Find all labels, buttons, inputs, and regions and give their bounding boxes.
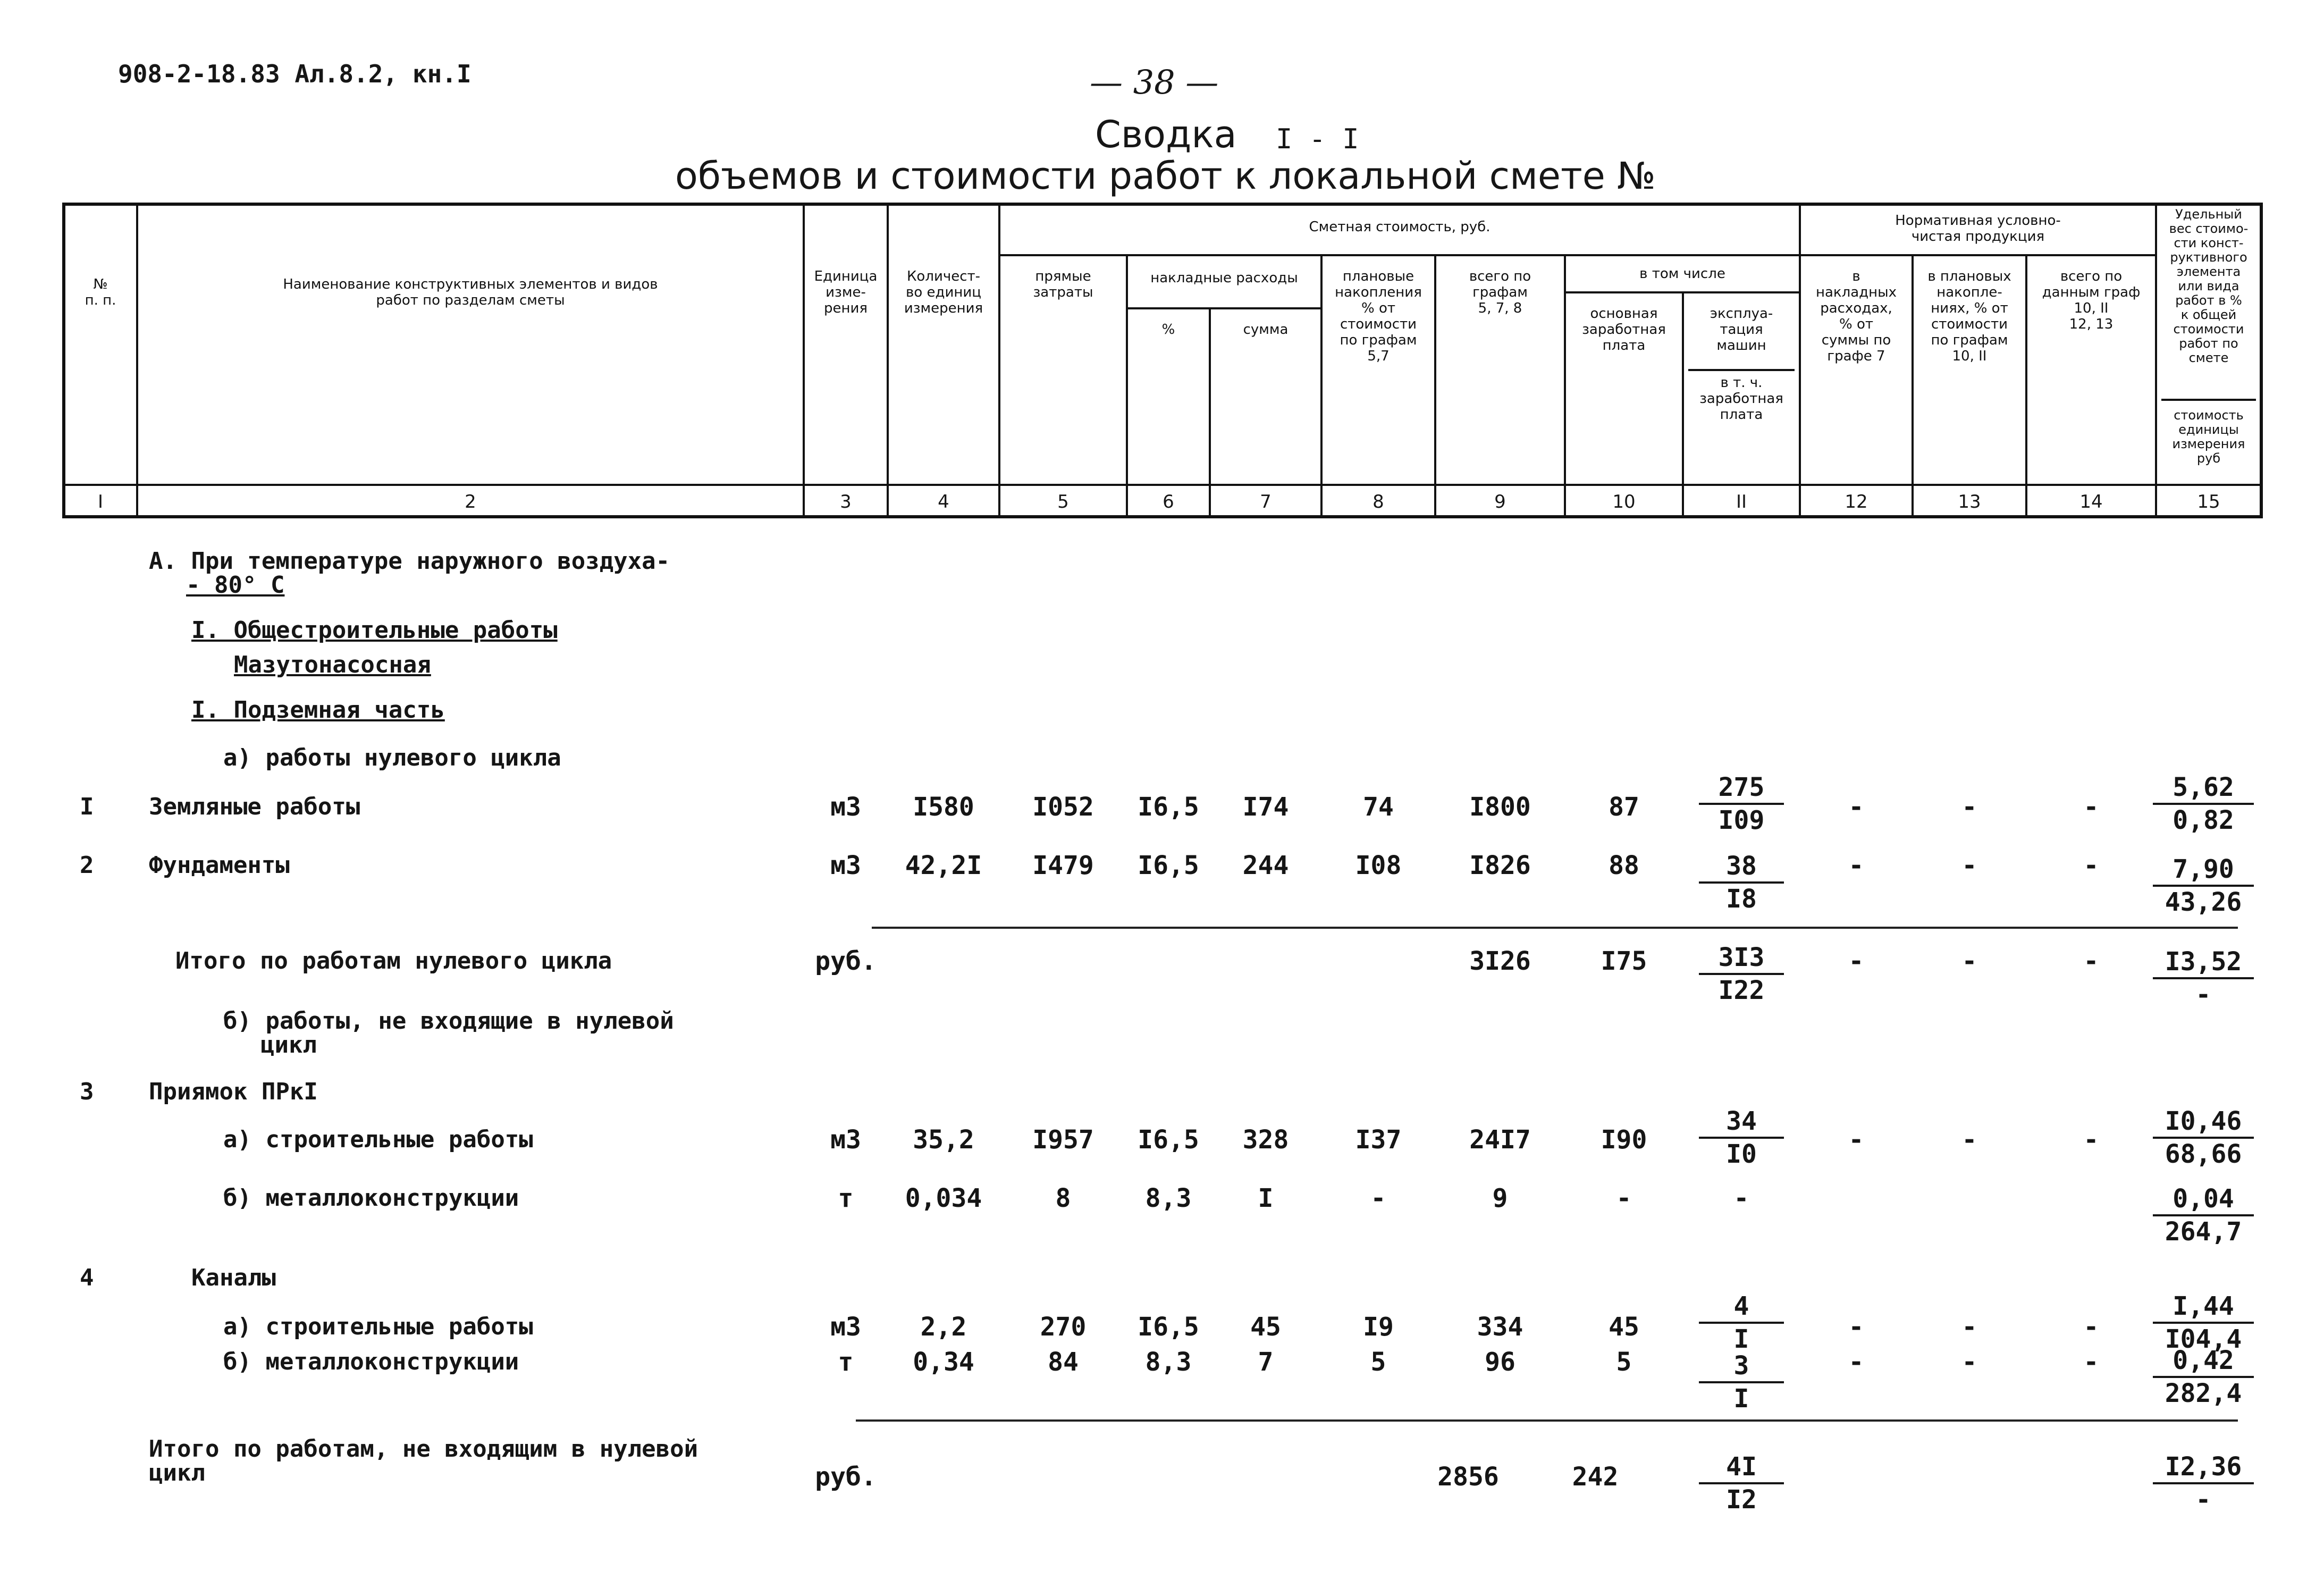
cell-overhead-sum: 244 <box>1242 851 1289 880</box>
cell-share: $\frac{I0,46}{68,66}$ <box>2153 1106 2254 1170</box>
col-number: 2 <box>465 491 476 513</box>
cell-plan: I9 <box>1363 1312 1394 1342</box>
cell-total: 2856 <box>1437 1462 1499 1492</box>
cell-share: $\frac{0,42}{282,4}$ <box>2153 1345 2254 1409</box>
cell-total: 334 <box>1477 1312 1523 1342</box>
cell-overhead-sum: 328 <box>1242 1125 1289 1155</box>
cell-qty: 2,2 <box>920 1312 967 1342</box>
cell-total: 9 <box>1492 1183 1508 1213</box>
cell-c13: - <box>1961 1312 1977 1342</box>
cell-overhead-sum: 7 <box>1258 1347 1274 1377</box>
cell-wage: - <box>1616 1183 1632 1213</box>
cell-wage: I75 <box>1601 946 1647 976</box>
header-col15b: стоимость единицы измерения руб <box>2172 408 2245 466</box>
cell-machines: $\frac{34}{I0}$ <box>1699 1106 1784 1170</box>
header-col11b: в т. ч. заработная плата <box>1699 375 1783 423</box>
cell-share: I3,52 - <box>2153 946 2254 1010</box>
section-zero-cycle: а) работы нулевого цикла <box>223 744 561 771</box>
cell-direct: 84 <box>1048 1347 1079 1377</box>
cell-machines: $\frac{38}{I8}$ <box>1699 851 1784 914</box>
title-number: I - I <box>1276 123 1359 155</box>
cell-share: $\frac{I,44}{I04,4}$ <box>2153 1291 2254 1355</box>
cell-qty: 0,34 <box>913 1347 974 1377</box>
row-name: Земляные работы <box>149 793 360 820</box>
cell-direct: 270 <box>1040 1312 1087 1342</box>
cell-pct: I6,5 <box>1138 792 1199 822</box>
cell-overhead-sum: I74 <box>1242 792 1289 822</box>
cell-unit: м3 <box>830 851 861 880</box>
cell-unit: м3 <box>830 792 861 822</box>
cell-c13: - <box>1961 851 1977 880</box>
section-general-works: I. Общестроительные работы <box>191 617 558 644</box>
col-number: 12 <box>1845 491 1868 513</box>
col-number: 6 <box>1163 491 1174 513</box>
header-group-overhead: накладные расходы <box>1150 270 1298 286</box>
cell-share: I2,36 - <box>2153 1451 2254 1515</box>
subtotal-name: Итого по работам нулевого цикла <box>175 947 612 974</box>
cell-direct: I052 <box>1032 792 1094 822</box>
cell-direct: I479 <box>1032 851 1094 880</box>
cell-direct: I957 <box>1032 1125 1094 1155</box>
cell-share: $\frac{7,90}{43,26}$ <box>2153 854 2254 918</box>
row-name: б) металлоконструкции <box>223 1348 519 1375</box>
cell-qty: 0,034 <box>905 1183 982 1213</box>
cell-overhead-sum: I <box>1258 1183 1274 1213</box>
header-col7: сумма <box>1243 322 1289 338</box>
cell-c13: - <box>1961 1347 1977 1377</box>
cell-wage: 242 <box>1572 1462 1619 1492</box>
cell-direct: 8 <box>1055 1183 1071 1213</box>
cell-machines: $\frac{275}{I09}$ <box>1699 772 1784 836</box>
cell-unit: м3 <box>830 1125 861 1155</box>
cell-unit: т <box>838 1347 854 1377</box>
cell-wage: 5 <box>1616 1347 1632 1377</box>
col-number: I <box>97 491 104 513</box>
header-col14: всего по данным граф 10, II 12, 13 <box>2042 268 2141 332</box>
section-not-zero-cycle: б) работы, не входящие в нулевой <box>223 1007 674 1035</box>
cell-c14: - <box>2083 946 2099 976</box>
cell-c14: - <box>2083 851 2099 880</box>
cell-c12: - <box>1848 1347 1864 1377</box>
cell-total: I826 <box>1469 851 1531 880</box>
cell-machines: $\frac{3I3}{I22}$ <box>1699 942 1784 1006</box>
cell-c14: - <box>2083 792 2099 822</box>
row-number: 3 <box>80 1078 94 1105</box>
cell-plan: - <box>1370 1183 1386 1213</box>
header-col10: основная заработная плата <box>1582 306 1666 354</box>
cell-c13: - <box>1961 946 1977 976</box>
header-group-norm: Нормативная условно- чистая продукция <box>1895 213 2061 245</box>
cell-share: $\frac{5,62}{0,82}$ <box>2153 772 2254 836</box>
cell-machines: - <box>1733 1183 1749 1213</box>
section-a-label: А. При температуре наружного воздуха- <box>149 548 670 575</box>
header-col13: в плановых накопле- ниях, % от стоимости по графам 10, II <box>1927 268 2011 364</box>
col-number: 13 <box>1958 491 1981 513</box>
title-line-2: объемов и стоимости работ к локальной смете № <box>675 154 1656 198</box>
cell-c12: - <box>1848 946 1864 976</box>
cell-pct: 8,3 <box>1145 1183 1192 1213</box>
cell-c14: - <box>2083 1125 2099 1155</box>
page-number: — 38 — <box>1090 63 1219 102</box>
cell-wage: 87 <box>1609 792 1639 822</box>
cell-machines: $\frac{4I}{I2}$ <box>1699 1451 1784 1515</box>
cell-unit: т <box>838 1183 854 1213</box>
cell-share: $\frac{0,04}{264,7}$ <box>2153 1183 2254 1247</box>
row-name: а) строительные работы <box>223 1126 533 1153</box>
row-name: а) строительные работы <box>223 1313 533 1340</box>
cell-c12: - <box>1848 1312 1864 1342</box>
col-number: 9 <box>1494 491 1506 513</box>
header-group-cost: Сметная стоимость, руб. <box>1309 219 1491 235</box>
col-number: 10 <box>1612 491 1636 513</box>
cell-qty: I580 <box>913 792 974 822</box>
cell-total: 24I7 <box>1469 1125 1531 1155</box>
header-col12: в накладных расходах, % от суммы по графе 7 <box>1815 268 1897 364</box>
header-col2: Наименование конструктивных элементов и видов работ по разделам сметы <box>283 276 658 308</box>
cell-c13: - <box>1961 792 1977 822</box>
cell-plan: 74 <box>1363 792 1394 822</box>
col-number: 4 <box>938 491 949 513</box>
row-number: 2 <box>80 852 94 879</box>
cell-wage: I90 <box>1601 1125 1647 1155</box>
cell-pct: 8,3 <box>1145 1347 1192 1377</box>
cell-total: 96 <box>1485 1347 1515 1377</box>
cell-c12: - <box>1848 1125 1864 1155</box>
cell-machines: $\frac{4}{I}$ <box>1699 1291 1784 1355</box>
title-line-1: Сводка <box>1095 113 1237 156</box>
col-number: II <box>1736 491 1747 513</box>
col-number: 5 <box>1057 491 1069 513</box>
section-not-zero-cycle-2: цикл <box>260 1031 317 1058</box>
cell-pct: I6,5 <box>1138 851 1199 880</box>
cell-plan: I37 <box>1355 1125 1402 1155</box>
header-group-including: в том числе <box>1639 266 1725 282</box>
header-col9: всего по графам 5, 7, 8 <box>1469 268 1531 316</box>
cell-plan: 5 <box>1370 1347 1386 1377</box>
cell-pct: I6,5 <box>1138 1125 1199 1155</box>
section-a-temp: - 80° С <box>186 572 285 599</box>
cell-qty: 42,2I <box>905 851 982 880</box>
cell-wage: 45 <box>1609 1312 1639 1342</box>
row-name: б) металлоконструкции <box>223 1184 519 1212</box>
col-number: 8 <box>1372 491 1384 513</box>
header-col8: плановые накопления % от стоимости по графам 5,7 <box>1335 268 1422 364</box>
header-col11a: эксплуа- тация машин <box>1710 306 1773 354</box>
header-col15a: Удельный вес стоимо- сти конст- руктивного элемента или вида работ в % к общей стоимости работ по смете <box>2169 207 2249 365</box>
header-col4: Количест- во единиц измерения <box>904 268 983 316</box>
row-name: Каналы <box>191 1264 276 1291</box>
row-name: Фундаменты <box>149 852 290 879</box>
header-col3: Единица изме- рения <box>814 268 878 316</box>
cell-total: 3I26 <box>1469 946 1531 976</box>
subtotal-name-2: цикл <box>149 1459 205 1486</box>
cell-c12: - <box>1848 792 1864 822</box>
cell-c12: - <box>1848 851 1864 880</box>
cell-unit: руб. <box>815 1462 877 1492</box>
header-col6: % <box>1161 322 1175 338</box>
cell-plan: I08 <box>1355 851 1402 880</box>
document-code: 908-2-18.83 Ал.8.2, кн.I <box>118 60 471 88</box>
cell-overhead-sum: 45 <box>1250 1312 1281 1342</box>
row-name: Приямок ПРкI <box>149 1078 318 1105</box>
section-pump-station: Мазутонасосная <box>234 651 431 678</box>
cell-c14: - <box>2083 1347 2099 1377</box>
col-number: 3 <box>840 491 852 513</box>
cell-wage: 88 <box>1609 851 1639 880</box>
cell-c14: - <box>2083 1312 2099 1342</box>
cell-total: I800 <box>1469 792 1531 822</box>
section-underground: I. Подземная часть <box>191 696 445 724</box>
col-number: 7 <box>1260 491 1272 513</box>
row-number: 4 <box>80 1264 94 1291</box>
header-col5: прямые затраты <box>1033 268 1093 300</box>
cell-c13: - <box>1961 1125 1977 1155</box>
cell-unit: м3 <box>830 1312 861 1342</box>
header-col1: № п. п. <box>85 276 116 308</box>
cell-pct: I6,5 <box>1138 1312 1199 1342</box>
cell-machines: $\frac{3}{I}$ <box>1699 1350 1784 1414</box>
subtotal-name: Итого по работам, не входящим в нулевой <box>149 1435 698 1463</box>
cell-qty: 35,2 <box>913 1125 974 1155</box>
row-number: I <box>80 793 94 820</box>
col-number: 15 <box>2197 491 2220 513</box>
cell-unit: руб. <box>815 946 877 976</box>
col-number: 14 <box>2079 491 2103 513</box>
